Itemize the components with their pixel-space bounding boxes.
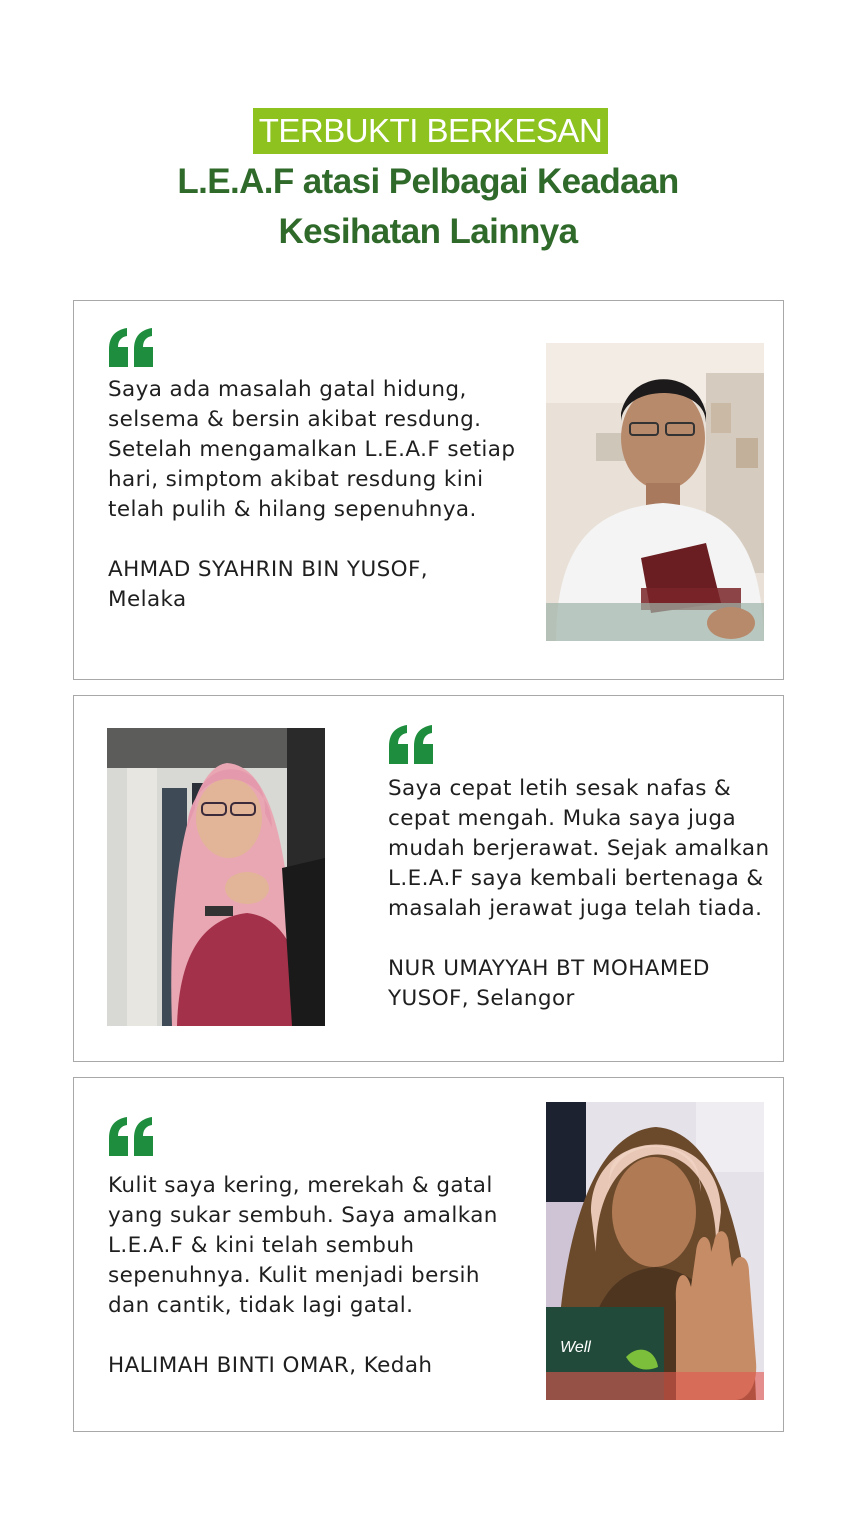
testimonial-author: HALIMAH BINTI OMAR, Kedah	[108, 1353, 433, 1378]
svg-text:Well: Well	[560, 1339, 591, 1356]
testimonial-text: Kulit saya kering, merekah & gatal yang sukar sembuh. Saya amalkan L.E.A.F & kini telah sembuh sepenuhnya. Kulit menjadi bersih dan cantik, tidak lagi gatal.	[108, 1173, 498, 1318]
testimonial-author: NUR UMAYYAH BT MOHAMED YUSOF, Selangor	[388, 956, 710, 1011]
testimonial-photo	[546, 343, 764, 641]
testimonial-card-3	[73, 1077, 784, 1432]
page-title-line-2: Kesihatan Lainnya	[278, 212, 578, 251]
quote-icon	[387, 724, 435, 766]
quote-icon	[107, 327, 155, 369]
testimonial-photo	[107, 728, 325, 1026]
testimonial-photo	[546, 1102, 764, 1400]
testimonial-text: Saya cepat letih sesak nafas & cepat mengah. Muka saya juga mudah berjerawat. Sejak amalkan L.E.A.F saya kembali bertenaga & masalah jerawat juga telah tiada.	[388, 776, 770, 921]
testimonial-text: Saya ada masalah gatal hidung, selsema & bersin akibat resdung. Setelah mengamalkan L.E.A.F setiap hari, simptom akibat resdung kini telah pulih & hilang sepenuhnya.	[108, 377, 516, 522]
quote-icon	[107, 1116, 155, 1158]
headline-badge: TERBUKTI BERKESAN	[253, 108, 608, 154]
testimonial-author: AHMAD SYAHRIN BIN YUSOF, Melaka	[108, 557, 428, 612]
page-title-line-1: L.E.A.F atasi Pelbagai Keadaan	[177, 162, 679, 201]
testimonial-card-2	[73, 695, 784, 1062]
testimonial-card-1	[73, 300, 784, 680]
